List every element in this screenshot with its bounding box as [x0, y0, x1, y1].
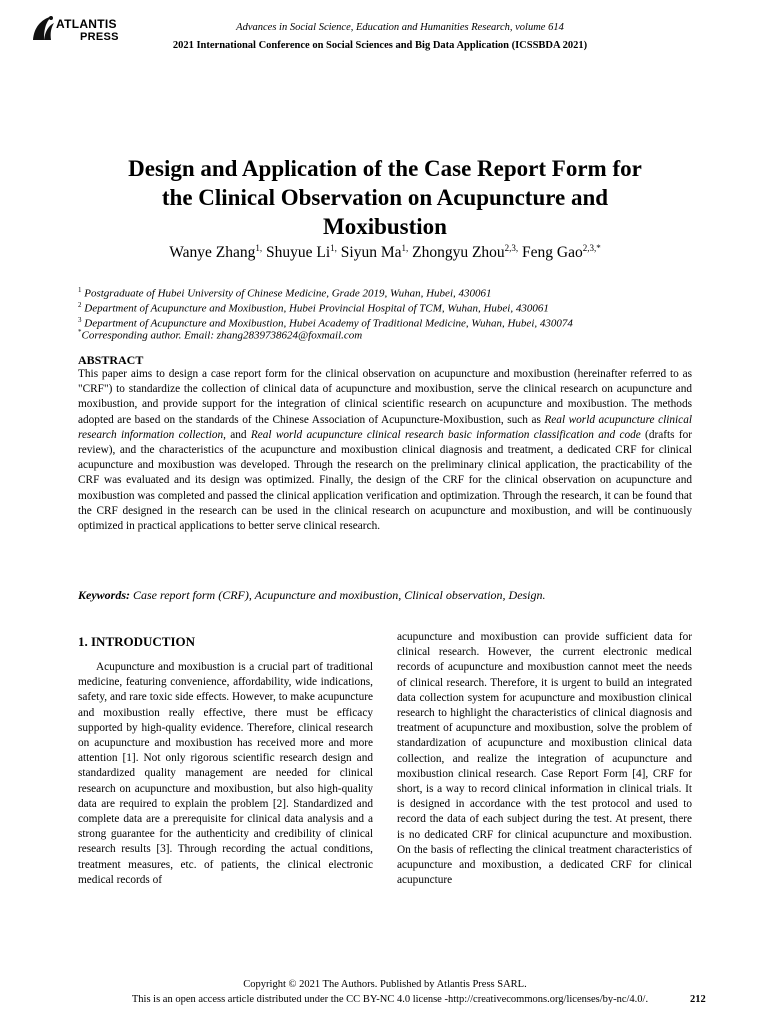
license-notice: This is an open access article distributed under the CC BY-NC 4.0 license -http://creativecommons.org/licenses/by-nc/4.0/. [131, 994, 649, 1005]
affiliation-text: Postgraduate of Hubei University of Chinese Medicine, Grade 2019, Wuhan, Hubei, 430061 [84, 287, 492, 300]
intro-paragraph-continued: acupuncture and moxibustion can provide sufficient data for clinical research. However, the current electronic medical records of acupuncture and moxibustion cannot meet the needs of clinical research. Therefore, it is urgent to build an integrated data collection system for acupuncture and moxibustion clinical research to highlight the characteristics of clinical diagnosis and treatment of acupuncture and moxibustion, solve the problem of standardization of acupuncture and moxibustion clinical data collection, and realize the integration of acupuncture and moxibustion clinical research. Case Report Form [4], CRF for short, is a way to record clinical information in clinical trials. It is designed in accordance with the test protocol and used to record the data of each subject during the test. At present, there is no dedicated CRF for clinical acupuncture and moxibustion. On the basis of reflecting the clinical treatment characteristics of acupuncture and moxibustion, a dedicated CRF for clinical acupuncture [397, 631, 692, 887]
author-affil-sup: 2,3,* [582, 243, 601, 253]
author-name: Zhongyu Zhou [412, 244, 505, 262]
keywords-label: Keywords: [78, 588, 130, 602]
affiliation-sup: 2 [78, 301, 82, 309]
affiliation-sup: * [78, 328, 82, 336]
abstract-text: , and [223, 428, 251, 441]
keywords [78, 588, 698, 603]
section-heading-introduction: 1. INTRODUCTION [78, 634, 196, 649]
author-affil-sup: 1, [330, 243, 337, 253]
conference-header: 2021 International Conference on Social Sciences and Big Data Application (ICSSBDA 2021) [172, 40, 588, 51]
affiliation-sup: 3 [78, 316, 82, 324]
left-column [78, 660, 373, 888]
keywords-text: Case report form (CRF), Acupuncture and moxibustion, Clinical observation, Design. [130, 588, 546, 602]
paper-title [60, 154, 710, 241]
page-number: 212 [690, 994, 706, 1005]
author-name: Siyun Ma [340, 244, 402, 262]
affiliation-text: Department of Acupuncture and Moxibustion, Hubei Provincial Hospital of TCM, Wuhan, Hubei, 430061 [84, 302, 549, 315]
intro-paragraph: Acupuncture and moxibustion is a crucial part of traditional medicine, featuring convenience, affordability, wide indications, safety, and rare toxic side effects. However, to make acupuncture and moxibustion really effective, there must be efficacy supported by high-quality evidence. Therefore, clinical research on acupuncture and moxibustion has received more and more attention [1]. Not only rigorous scientific research design and standardized quality management are needed for clinical research on acupuncture and moxibustion, but also high-quality data are required to explain the problem [2]. Standardized and complete data are a prerequisite for clinical data analysis and a strong guarantee for the authenticity and credibility of clinical research results [3]. Through recording the actual conditions, treatment measures, etc. of patients, the clinical electronic medical records of [78, 661, 373, 886]
logo-text-press: PRESS [80, 31, 119, 43]
abstract-italic-title: Real world acupuncture clinical research basic information classification and code [250, 428, 641, 441]
title-line-3: Moxibustion [323, 214, 447, 239]
corresponding-author [78, 325, 718, 344]
abstract-text: (drafts for review), and the characteristics of the acupuncture and moxibustion clinical diagnosis and treatment, a dedicated CRF for clinical acupuncture and moxibustion was developed. Through the research on the preliminary clinical application, the practicability of the CRF was evaluated and its design was optimized. Finally, the design of the CRF for the clinical observation on acupuncture and moxibustion was completed and passed the clinical application verification and optimization. Through the research, it can be found that the CRF designed in the research can be used in the clinical research on acupuncture and moxibustion, and will be continuously optimized in practical applications to better serve clinical research. [78, 428, 692, 533]
affiliation-text: Corresponding author. Email: zhang2839738624@foxmail.com [81, 329, 363, 342]
author-affil-sup: 1, [401, 243, 409, 253]
author-name: Wanye Zhang [169, 244, 256, 262]
author-list [60, 243, 710, 262]
author-affil-sup: 1, [255, 243, 263, 253]
title-line-1: Design and Application of the Case Report Form for [128, 156, 642, 181]
affiliation-text: Department of Acupuncture and Moxibustion, Hubei Academy of Traditional Medicine, Wuhan, Hubei, 430074 [84, 317, 573, 330]
copyright-notice: Copyright © 2021 The Authors. Published by Atlantis Press SARL. [243, 979, 527, 990]
author-name: Shuyue Li [265, 244, 331, 262]
journal-header: Advances in Social Science, Education and Humanities Research, volume 614 [236, 22, 564, 33]
right-column [397, 630, 692, 888]
atlantis-logo-icon [30, 14, 56, 42]
abstract-text: This paper aims to design a case report form for the clinical observation on acupuncture and moxibustion (hereinafter referred to as "CRF") to standardize the collection of clinical data of acupuncture and moxibustion, serve the clinical research on acupuncture and moxibustion, and provide support for the integration of clinical scientific research on acupuncture and moxibustion. The methods adopted are based on the standards of the Chinese Association of Acupuncture-Moxibustion, such as [78, 368, 692, 426]
author-name: Feng Gao [522, 244, 583, 262]
abstract-body [78, 367, 692, 534]
publisher-logo [30, 14, 120, 44]
logo-text-atlantis: ATLANTIS [56, 17, 117, 31]
title-line-2: the Clinical Observation on Acupuncture and [161, 185, 609, 210]
affiliation-sup: 1 [78, 286, 82, 294]
author-affil-sup: 2,3, [504, 243, 519, 253]
abstract-italic-title: Real world acupuncture clinical research information collection [78, 413, 692, 441]
abstract-heading: ABSTRACT [78, 353, 144, 367]
